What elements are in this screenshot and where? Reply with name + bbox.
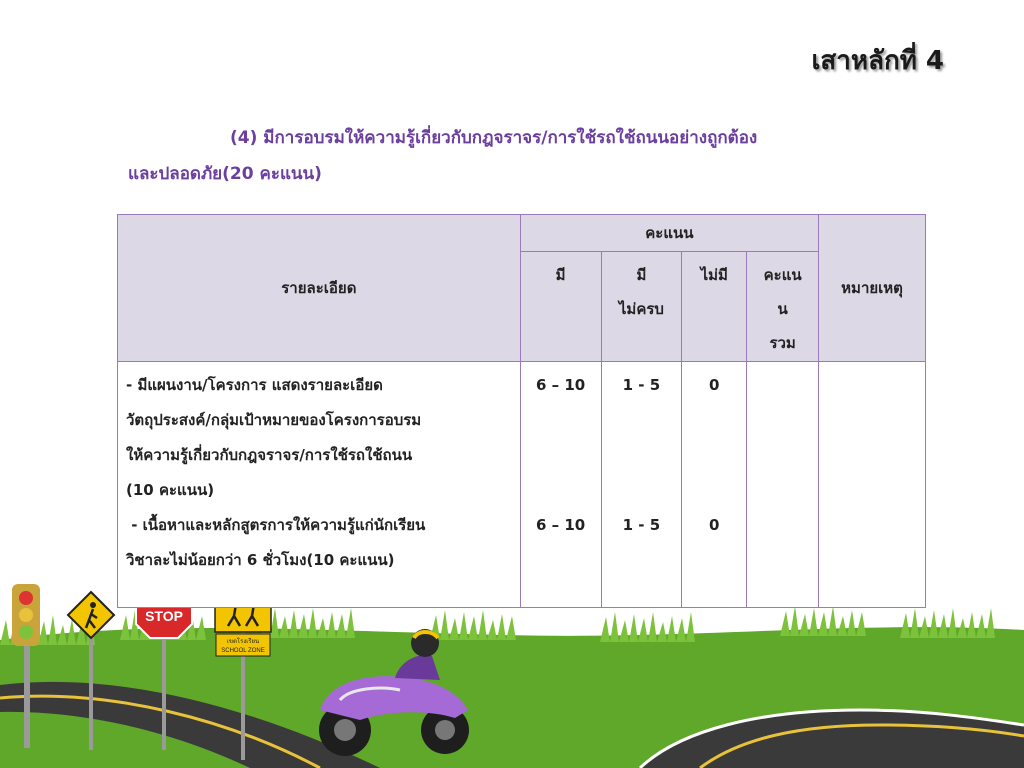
cell-have — [520, 362, 601, 608]
detail-cell — [118, 362, 521, 608]
header-none: ไม่มี — [682, 252, 747, 362]
cell-total — [747, 362, 819, 608]
slide-title: เสาหลักที่ 4 — [811, 46, 944, 76]
row1-none: 0 — [709, 376, 720, 394]
header-have: มี — [520, 252, 601, 362]
row2-incomplete: 1 - 5 — [622, 516, 661, 534]
cell-incomplete — [601, 362, 682, 608]
header-remark: หมายเหตุ — [819, 215, 926, 362]
subtitle-line-2: และปลอดภัย(20 คะแนน) — [128, 164, 322, 184]
header-total — [747, 252, 819, 362]
row1-incomplete: 1 - 5 — [622, 376, 661, 394]
header-incomplete-line-2: ไม่ครบ — [618, 300, 664, 318]
header-incomplete — [601, 252, 682, 362]
cell-remark — [819, 362, 926, 608]
header-total-line-1: คะแน — [763, 266, 802, 284]
header-total-line-3: รวม — [769, 334, 796, 352]
school-zone-th-text: เขตโรงเรียน — [226, 638, 260, 645]
row1-have: 6 – 10 — [535, 376, 586, 394]
header-score: คะแนน — [520, 215, 818, 252]
row2-none: 0 — [709, 516, 720, 534]
header-total-line-2: น — [777, 300, 788, 318]
row2-have: 6 – 10 — [535, 516, 586, 534]
subtitle-line-1: (4) มีการอบรมให้ความรู้เกี่ยวกับกฎจราจร/การใช้รถใช้ถนนอย่างถูกต้อง — [230, 128, 758, 148]
header-incomplete-line-1: มี — [636, 266, 647, 284]
detail-line: ให้ความรู้เกี่ยวกับกฎจราจร/การใช้รถใช้ถนน — [126, 446, 413, 464]
detail-line: วิชาละไม่น้อยกว่า 6 ชั่วโมง(10 คะแนน) — [126, 551, 395, 569]
header-detail: รายละเอียด — [118, 215, 521, 362]
slide-subtitle — [128, 120, 908, 192]
stop-sign-text: STOP — [145, 608, 183, 624]
detail-line: - เนื้อหาและหลักสูตรการให้ความรู้แก่นักเรียน — [126, 516, 426, 534]
school-zone-en-text: SCHOOL ZONE — [221, 648, 265, 654]
cell-none — [682, 362, 747, 608]
detail-line: (10 คะแนน) — [126, 481, 215, 499]
score-table — [117, 214, 926, 608]
detail-line: วัตถุประสงค์/กลุ่มเป้าหมายของโครงการอบรม — [126, 411, 422, 429]
detail-line: - มีแผนงาน/โครงการ แสดงรายละเอียด — [126, 376, 383, 394]
